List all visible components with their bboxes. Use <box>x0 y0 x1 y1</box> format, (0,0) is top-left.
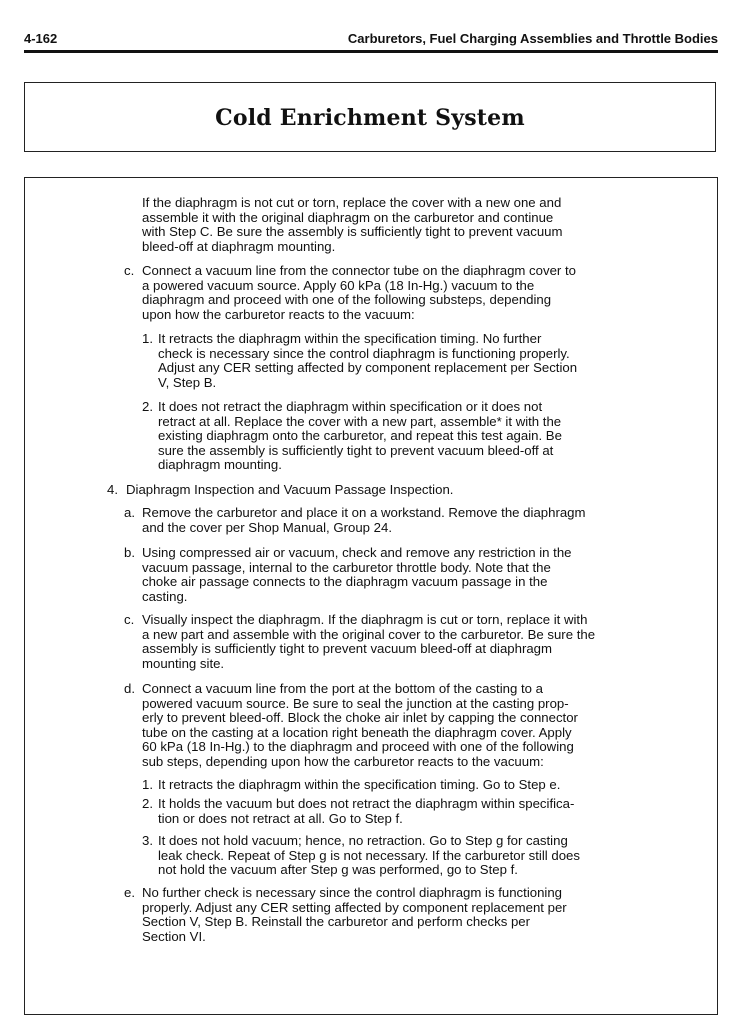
step-4c-marker: c. <box>124 612 135 627</box>
step-4d-marker: d. <box>124 681 135 696</box>
step-c-substep-1-text: It retracts the diaphragm within the specification timing. No further check is necessary since the control diaphragm is functioning properly. Adjust any CER setting affected by component replacement per Section V, Step B. <box>158 331 578 390</box>
step-4e-text: No further check is necessary since the control diaphragm is functioning properly. Adjust any CER setting affected by component replacement per Section V, Step B. Reinstall the carburetor and perform checks per Section VI. <box>142 885 567 944</box>
step-4c-text: Visually inspect the diaphragm. If the diaphragm is cut or torn, replace it with a new part and assemble with the original cover to the carburetor. Be sure the assembly is sufficiently tight to prevent vacuum bleed-off at diaphragm mounting site. <box>142 612 596 671</box>
section-title: Cold Enrichment System <box>215 105 525 131</box>
step-4d-substep-1-marker: 1. <box>142 777 153 792</box>
step-4a-marker: a. <box>124 505 135 520</box>
intro-paragraph: If the diaphragm is not cut or torn, replace the cover with a new one and assemble it with the original diaphragm on the carburetor and continue with Step C. Be sure the assembly is sufficiently tight to prevent vacuum bleed-off at diaphragm mounting. <box>142 195 563 254</box>
step-c-substep-2-text: It does not retract the diaphragm within specification or it does not retract at all. Replace the cover with a new part, assemble* it with the existing diaphragm onto the carburetor, and repeat this test again. Be sure the assembly is sufficiently tight to prevent vacuum bleed-off at diaphragm mounting. <box>158 399 562 473</box>
step-4b-text: Using compressed air or vacuum, check and remove any restriction in the vacuum passage, internal to the carburetor throttle body. Note that the choke air passage connects to the diaphragm vacuum passage in the casting. <box>142 545 572 604</box>
step-c-substep-1-marker: 1. <box>142 331 153 346</box>
step-c-text: Connect a vacuum line from the connector tube on the diaphragm cover to a powered vacuum source. Apply 60 kPa (18 In-Hg.) vacuum to the diaphragm and proceed with one of the following substeps, depending upon how the carburetor reacts to the vacuum: <box>142 263 576 322</box>
header-rule <box>24 50 718 53</box>
step-c-substep-2-marker: 2. <box>142 399 153 414</box>
step-4d-substep-2-text: It holds the vacuum but does not retract the diaphragm within specifica- tion or does not retract at all. Go to Step f. <box>158 796 575 826</box>
step-4-marker: 4. <box>107 482 118 497</box>
step-4b-marker: b. <box>124 545 135 560</box>
step-4d-substep-1-text: It retracts the diaphragm within the specification timing. Go to Step e. <box>158 777 561 792</box>
step-c-marker: c. <box>124 263 135 278</box>
step-4-heading: Diaphragm Inspection and Vacuum Passage Inspection. <box>126 482 454 497</box>
title-box <box>24 82 716 152</box>
step-4d-substep-3-text: It does not hold vacuum; hence, no retraction. Go to Step g for casting leak check. Repeat of Step g is not necessary. If the carburetor still does not hold the vacuum after Step g was performed, go to Step f. <box>158 833 580 878</box>
page-number: 4-162 <box>24 31 58 46</box>
step-4d-text: Connect a vacuum line from the port at the bottom of the casting to a powered vacuum source. Be sure to seal the junction at the casting prop- erly to prevent bleed-off. Block the choke air inlet by capping the connector tube on the casting at a location right beneath the diaphragm cover. Apply 60 kPa (18 In-Hg.) to the diaphragm and proceed with one of the following sub steps, depending upon how the carburetor reacts to the vacuum: <box>142 681 578 769</box>
step-4d-substep-2-marker: 2. <box>142 796 153 811</box>
page-header <box>24 31 718 49</box>
step-4d-substep-3-marker: 3. <box>142 833 153 848</box>
running-title: Carburetors, Fuel Charging Assemblies and Throttle Bodies <box>347 31 718 46</box>
step-4e-marker: e. <box>124 885 135 900</box>
step-4a-text: Remove the carburetor and place it on a workstand. Remove the diaphragm and the cover per Shop Manual, Group 24. <box>142 505 586 535</box>
